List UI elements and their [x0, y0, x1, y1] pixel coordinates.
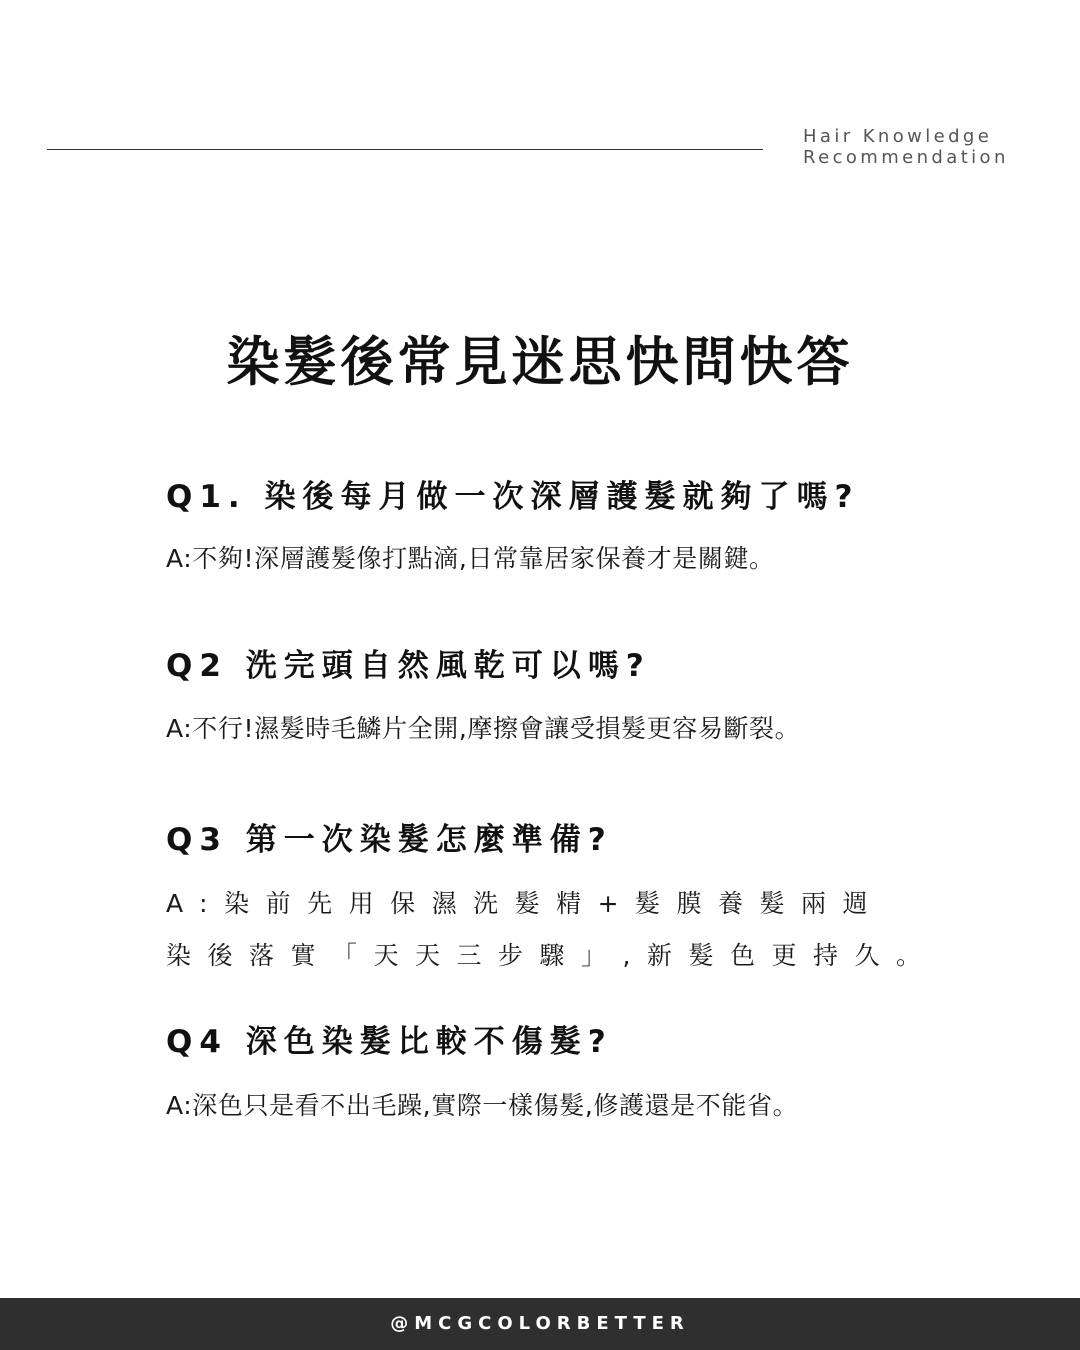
- answer-1: A:不夠!深層護髮像打點滴,日常靠居家保養才是關鍵。: [166, 544, 775, 573]
- answer-4: A:深色只是看不出毛躁,實際一樣傷髮,修護還是不能省。: [166, 1091, 799, 1120]
- page-title: 染髮後常見迷思快問快答: [226, 332, 854, 393]
- answer-2: A:不行!濕髮時毛鱗片全開,摩擦會讓受損髮更容易斷裂。: [166, 714, 801, 743]
- question-1: Q1. 染後每月做一次深層護髮就夠了嗎?: [166, 479, 860, 515]
- question-4: Q4 深色染髮比較不傷髮?: [166, 1024, 613, 1060]
- question-3: Q3 第一次染髮怎麼準備?: [166, 822, 613, 858]
- social-handle: @MCGCOLORBETTER: [390, 1313, 690, 1334]
- answer-3-line-2: 染後落實「天天三步驟」,新髮色更持久。: [166, 941, 938, 970]
- brand-tagline: [803, 126, 1009, 168]
- answer-3-line-1: A:染前先用保濕洗髮精+髮膜養髮兩週: [166, 889, 885, 918]
- header-divider: [47, 149, 763, 150]
- tagline-line-2: Recommendation: [803, 147, 1009, 168]
- footer-bar: [0, 1298, 1080, 1350]
- question-2: Q2 洗完頭自然風乾可以嗎?: [166, 648, 651, 684]
- answer-3: [166, 878, 937, 982]
- tagline-line-1: Hair Knowledge: [803, 126, 993, 147]
